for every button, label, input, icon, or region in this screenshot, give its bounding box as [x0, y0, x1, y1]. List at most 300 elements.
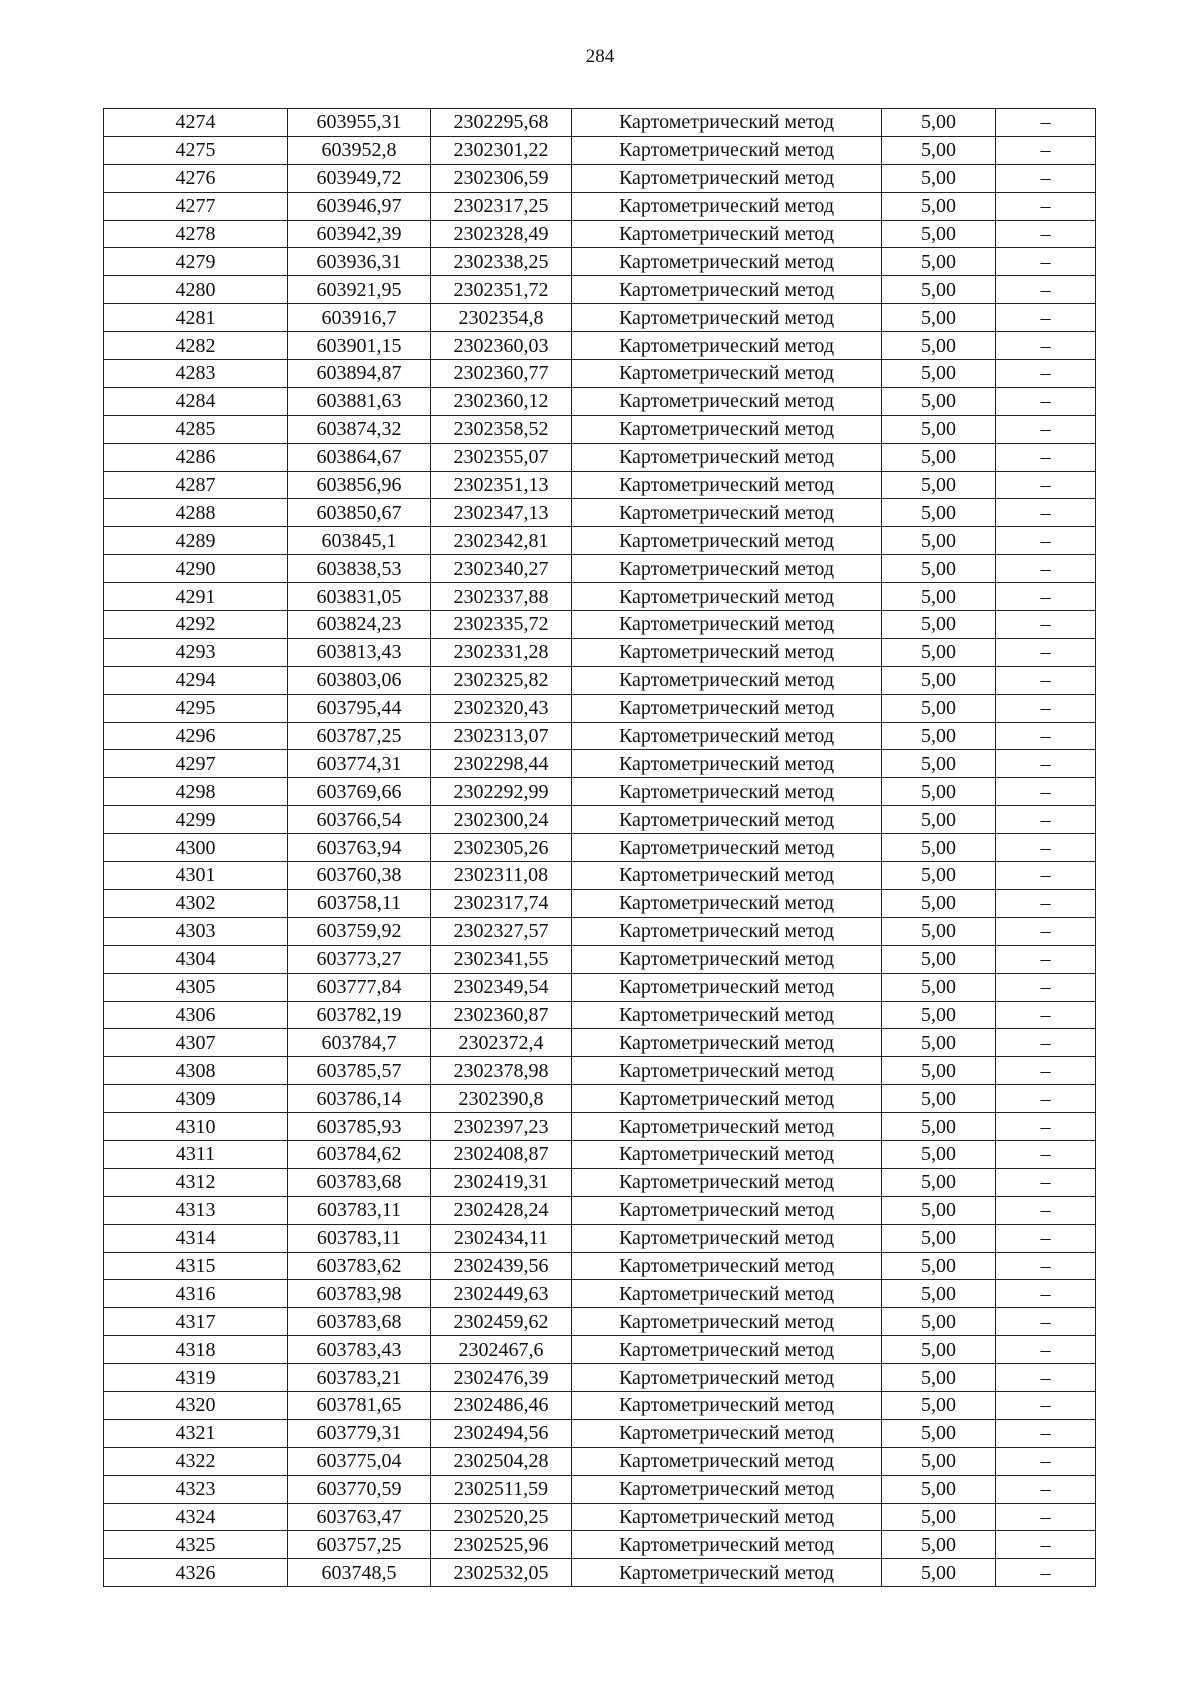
- point-number-cell: 4322: [104, 1447, 288, 1475]
- point-number-cell: 4293: [104, 638, 288, 666]
- method-cell: Картометрический метод: [572, 1503, 882, 1531]
- note-cell: –: [996, 332, 1096, 360]
- y-coordinate-cell: 2302317,74: [431, 889, 572, 917]
- y-coordinate-cell: 2302327,57: [431, 917, 572, 945]
- method-cell: Картометрический метод: [572, 806, 882, 834]
- table-row: [104, 1447, 1096, 1475]
- x-coordinate-cell: 603783,11: [288, 1224, 431, 1252]
- y-coordinate-cell: 2302320,43: [431, 694, 572, 722]
- x-coordinate-cell: 603757,25: [288, 1531, 431, 1559]
- table-row: [104, 889, 1096, 917]
- y-coordinate-cell: 2302351,72: [431, 276, 572, 304]
- table-row: [104, 387, 1096, 415]
- x-coordinate-cell: 603916,7: [288, 304, 431, 332]
- table-row: [104, 1140, 1096, 1168]
- note-cell: –: [996, 360, 1096, 388]
- x-coordinate-cell: 603795,44: [288, 694, 431, 722]
- x-coordinate-cell: 603770,59: [288, 1475, 431, 1503]
- point-number-cell: 4296: [104, 722, 288, 750]
- point-number-cell: 4299: [104, 806, 288, 834]
- point-number-cell: 4274: [104, 109, 288, 137]
- x-coordinate-cell: 603783,43: [288, 1336, 431, 1364]
- page-number: 284: [585, 46, 615, 67]
- x-coordinate-cell: 603955,31: [288, 109, 431, 137]
- table-row: [104, 1475, 1096, 1503]
- note-cell: –: [996, 694, 1096, 722]
- coordinates-table-body: [104, 109, 1096, 1587]
- error-cell: 5,00: [882, 750, 996, 778]
- method-cell: Картометрический метод: [572, 638, 882, 666]
- point-number-cell: 4312: [104, 1168, 288, 1196]
- y-coordinate-cell: 2302300,24: [431, 806, 572, 834]
- y-coordinate-cell: 2302295,68: [431, 109, 572, 137]
- error-cell: 5,00: [882, 973, 996, 1001]
- x-coordinate-cell: 603773,27: [288, 945, 431, 973]
- note-cell: –: [996, 499, 1096, 527]
- x-coordinate-cell: 603777,84: [288, 973, 431, 1001]
- error-cell: 5,00: [882, 862, 996, 890]
- error-cell: 5,00: [882, 304, 996, 332]
- error-cell: 5,00: [882, 1419, 996, 1447]
- x-coordinate-cell: 603894,87: [288, 360, 431, 388]
- error-cell: 5,00: [882, 1029, 996, 1057]
- table-row: [104, 638, 1096, 666]
- point-number-cell: 4290: [104, 555, 288, 583]
- x-coordinate-cell: 603760,38: [288, 862, 431, 890]
- method-cell: Картометрический метод: [572, 1168, 882, 1196]
- note-cell: –: [996, 1168, 1096, 1196]
- error-cell: 5,00: [882, 527, 996, 555]
- error-cell: 5,00: [882, 1252, 996, 1280]
- table-row: [104, 499, 1096, 527]
- point-number-cell: 4319: [104, 1364, 288, 1392]
- y-coordinate-cell: 2302372,4: [431, 1029, 572, 1057]
- method-cell: Картометрический метод: [572, 722, 882, 750]
- table-row: [104, 332, 1096, 360]
- method-cell: Картометрический метод: [572, 1029, 882, 1057]
- y-coordinate-cell: 2302408,87: [431, 1140, 572, 1168]
- point-number-cell: 4288: [104, 499, 288, 527]
- method-cell: Картометрический метод: [572, 1475, 882, 1503]
- x-coordinate-cell: 603783,68: [288, 1308, 431, 1336]
- error-cell: 5,00: [882, 1280, 996, 1308]
- x-coordinate-cell: 603758,11: [288, 889, 431, 917]
- table-row: [104, 1224, 1096, 1252]
- table-row: [104, 192, 1096, 220]
- y-coordinate-cell: 2302360,87: [431, 1001, 572, 1029]
- y-coordinate-cell: 2302360,03: [431, 332, 572, 360]
- error-cell: 5,00: [882, 611, 996, 639]
- point-number-cell: 4294: [104, 666, 288, 694]
- point-number-cell: 4321: [104, 1419, 288, 1447]
- table-row: [104, 1364, 1096, 1392]
- error-cell: 5,00: [882, 555, 996, 583]
- x-coordinate-cell: 603831,05: [288, 583, 431, 611]
- note-cell: –: [996, 1001, 1096, 1029]
- note-cell: –: [996, 834, 1096, 862]
- y-coordinate-cell: 2302494,56: [431, 1419, 572, 1447]
- note-cell: –: [996, 945, 1096, 973]
- x-coordinate-cell: 603881,63: [288, 387, 431, 415]
- method-cell: Картометрический метод: [572, 1280, 882, 1308]
- y-coordinate-cell: 2302305,26: [431, 834, 572, 862]
- x-coordinate-cell: 603921,95: [288, 276, 431, 304]
- y-coordinate-cell: 2302360,12: [431, 387, 572, 415]
- table-row: [104, 806, 1096, 834]
- note-cell: –: [996, 248, 1096, 276]
- note-cell: –: [996, 889, 1096, 917]
- table-row: [104, 1168, 1096, 1196]
- method-cell: Картометрический метод: [572, 1252, 882, 1280]
- point-number-cell: 4313: [104, 1196, 288, 1224]
- y-coordinate-cell: 2302342,81: [431, 527, 572, 555]
- table-row: [104, 862, 1096, 890]
- table-row: [104, 1029, 1096, 1057]
- x-coordinate-cell: 603782,19: [288, 1001, 431, 1029]
- y-coordinate-cell: 2302439,56: [431, 1252, 572, 1280]
- method-cell: Картометрический метод: [572, 611, 882, 639]
- note-cell: –: [996, 1113, 1096, 1141]
- x-coordinate-cell: 603838,53: [288, 555, 431, 583]
- y-coordinate-cell: 2302378,98: [431, 1057, 572, 1085]
- x-coordinate-cell: 603769,66: [288, 778, 431, 806]
- table-row: [104, 666, 1096, 694]
- note-cell: –: [996, 806, 1096, 834]
- method-cell: Картометрический метод: [572, 1113, 882, 1141]
- method-cell: Картометрический метод: [572, 945, 882, 973]
- note-cell: –: [996, 1336, 1096, 1364]
- table-row: [104, 1113, 1096, 1141]
- x-coordinate-cell: 603784,62: [288, 1140, 431, 1168]
- table-row: [104, 583, 1096, 611]
- coordinates-table: [103, 108, 1096, 1587]
- point-number-cell: 4302: [104, 889, 288, 917]
- note-cell: –: [996, 164, 1096, 192]
- point-number-cell: 4291: [104, 583, 288, 611]
- note-cell: –: [996, 583, 1096, 611]
- method-cell: Картометрический метод: [572, 1308, 882, 1336]
- table-row: [104, 750, 1096, 778]
- error-cell: 5,00: [882, 778, 996, 806]
- y-coordinate-cell: 2302351,13: [431, 471, 572, 499]
- note-cell: –: [996, 973, 1096, 1001]
- point-number-cell: 4289: [104, 527, 288, 555]
- error-cell: 5,00: [882, 666, 996, 694]
- error-cell: 5,00: [882, 1336, 996, 1364]
- y-coordinate-cell: 2302338,25: [431, 248, 572, 276]
- method-cell: Картометрический метод: [572, 164, 882, 192]
- table-row: [104, 1001, 1096, 1029]
- point-number-cell: 4323: [104, 1475, 288, 1503]
- note-cell: –: [996, 192, 1096, 220]
- x-coordinate-cell: 603783,98: [288, 1280, 431, 1308]
- error-cell: 5,00: [882, 1559, 996, 1587]
- y-coordinate-cell: 2302340,27: [431, 555, 572, 583]
- method-cell: Картометрический метод: [572, 1419, 882, 1447]
- y-coordinate-cell: 2302449,63: [431, 1280, 572, 1308]
- point-number-cell: 4280: [104, 276, 288, 304]
- x-coordinate-cell: 603946,97: [288, 192, 431, 220]
- error-cell: 5,00: [882, 889, 996, 917]
- error-cell: 5,00: [882, 360, 996, 388]
- note-cell: –: [996, 1252, 1096, 1280]
- table-row: [104, 304, 1096, 332]
- method-cell: Картометрический метод: [572, 555, 882, 583]
- method-cell: Картометрический метод: [572, 973, 882, 1001]
- y-coordinate-cell: 2302298,44: [431, 750, 572, 778]
- point-number-cell: 4317: [104, 1308, 288, 1336]
- x-coordinate-cell: 603813,43: [288, 638, 431, 666]
- error-cell: 5,00: [882, 136, 996, 164]
- table-row: [104, 527, 1096, 555]
- table-row: [104, 415, 1096, 443]
- y-coordinate-cell: 2302486,46: [431, 1391, 572, 1419]
- point-number-cell: 4310: [104, 1113, 288, 1141]
- method-cell: Картометрический метод: [572, 1447, 882, 1475]
- point-number-cell: 4295: [104, 694, 288, 722]
- x-coordinate-cell: 603785,93: [288, 1113, 431, 1141]
- x-coordinate-cell: 603785,57: [288, 1057, 431, 1085]
- note-cell: –: [996, 415, 1096, 443]
- method-cell: Картометрический метод: [572, 862, 882, 890]
- note-cell: –: [996, 220, 1096, 248]
- table-row: [104, 778, 1096, 806]
- point-number-cell: 4308: [104, 1057, 288, 1085]
- y-coordinate-cell: 2302360,77: [431, 360, 572, 388]
- error-cell: 5,00: [882, 1447, 996, 1475]
- note-cell: –: [996, 722, 1096, 750]
- y-coordinate-cell: 2302419,31: [431, 1168, 572, 1196]
- note-cell: –: [996, 109, 1096, 137]
- note-cell: –: [996, 611, 1096, 639]
- error-cell: 5,00: [882, 109, 996, 137]
- method-cell: Картометрический метод: [572, 1364, 882, 1392]
- method-cell: Картометрический метод: [572, 694, 882, 722]
- point-number-cell: 4316: [104, 1280, 288, 1308]
- error-cell: 5,00: [882, 1364, 996, 1392]
- table-row: [104, 1252, 1096, 1280]
- point-number-cell: 4325: [104, 1531, 288, 1559]
- table-row: [104, 834, 1096, 862]
- x-coordinate-cell: 603784,7: [288, 1029, 431, 1057]
- table-row: [104, 973, 1096, 1001]
- table-row: [104, 722, 1096, 750]
- point-number-cell: 4301: [104, 862, 288, 890]
- x-coordinate-cell: 603936,31: [288, 248, 431, 276]
- y-coordinate-cell: 2302397,23: [431, 1113, 572, 1141]
- y-coordinate-cell: 2302467,6: [431, 1336, 572, 1364]
- method-cell: Картометрический метод: [572, 248, 882, 276]
- error-cell: 5,00: [882, 332, 996, 360]
- y-coordinate-cell: 2302335,72: [431, 611, 572, 639]
- note-cell: –: [996, 666, 1096, 694]
- point-number-cell: 4311: [104, 1140, 288, 1168]
- method-cell: Картометрический метод: [572, 471, 882, 499]
- point-number-cell: 4315: [104, 1252, 288, 1280]
- y-coordinate-cell: 2302428,24: [431, 1196, 572, 1224]
- y-coordinate-cell: 2302311,08: [431, 862, 572, 890]
- method-cell: Картометрический метод: [572, 1140, 882, 1168]
- method-cell: Картометрический метод: [572, 443, 882, 471]
- method-cell: Картометрический метод: [572, 109, 882, 137]
- x-coordinate-cell: 603775,04: [288, 1447, 431, 1475]
- x-coordinate-cell: 603845,1: [288, 527, 431, 555]
- y-coordinate-cell: 2302358,52: [431, 415, 572, 443]
- table-row: [104, 1057, 1096, 1085]
- table-row: [104, 443, 1096, 471]
- error-cell: 5,00: [882, 1085, 996, 1113]
- note-cell: –: [996, 1391, 1096, 1419]
- point-number-cell: 4279: [104, 248, 288, 276]
- error-cell: 5,00: [882, 164, 996, 192]
- x-coordinate-cell: 603763,47: [288, 1503, 431, 1531]
- error-cell: 5,00: [882, 694, 996, 722]
- error-cell: 5,00: [882, 917, 996, 945]
- method-cell: Картометрический метод: [572, 304, 882, 332]
- note-cell: –: [996, 1364, 1096, 1392]
- error-cell: 5,00: [882, 1196, 996, 1224]
- point-number-cell: 4300: [104, 834, 288, 862]
- x-coordinate-cell: 603783,68: [288, 1168, 431, 1196]
- error-cell: 5,00: [882, 1475, 996, 1503]
- method-cell: Картометрический метод: [572, 1001, 882, 1029]
- note-cell: –: [996, 750, 1096, 778]
- error-cell: 5,00: [882, 638, 996, 666]
- method-cell: Картометрический метод: [572, 1391, 882, 1419]
- x-coordinate-cell: 603759,92: [288, 917, 431, 945]
- error-cell: 5,00: [882, 806, 996, 834]
- table-row: [104, 164, 1096, 192]
- y-coordinate-cell: 2302337,88: [431, 583, 572, 611]
- point-number-cell: 4281: [104, 304, 288, 332]
- method-cell: Картометрический метод: [572, 360, 882, 388]
- x-coordinate-cell: 603856,96: [288, 471, 431, 499]
- error-cell: 5,00: [882, 499, 996, 527]
- y-coordinate-cell: 2302532,05: [431, 1559, 572, 1587]
- x-coordinate-cell: 603779,31: [288, 1419, 431, 1447]
- point-number-cell: 4303: [104, 917, 288, 945]
- method-cell: Картометрический метод: [572, 917, 882, 945]
- method-cell: Картометрический метод: [572, 583, 882, 611]
- note-cell: –: [996, 527, 1096, 555]
- error-cell: 5,00: [882, 1531, 996, 1559]
- note-cell: –: [996, 555, 1096, 583]
- point-number-cell: 4304: [104, 945, 288, 973]
- point-number-cell: 4326: [104, 1559, 288, 1587]
- error-cell: 5,00: [882, 1113, 996, 1141]
- method-cell: Картометрический метод: [572, 1057, 882, 1085]
- error-cell: 5,00: [882, 220, 996, 248]
- method-cell: Картометрический метод: [572, 136, 882, 164]
- x-coordinate-cell: 603783,21: [288, 1364, 431, 1392]
- error-cell: 5,00: [882, 1057, 996, 1085]
- y-coordinate-cell: 2302306,59: [431, 164, 572, 192]
- table-row: [104, 471, 1096, 499]
- x-coordinate-cell: 603942,39: [288, 220, 431, 248]
- y-coordinate-cell: 2302476,39: [431, 1364, 572, 1392]
- method-cell: Картометрический метод: [572, 889, 882, 917]
- note-cell: –: [996, 778, 1096, 806]
- table-row: [104, 611, 1096, 639]
- table-row: [104, 555, 1096, 583]
- note-cell: –: [996, 1503, 1096, 1531]
- point-number-cell: 4277: [104, 192, 288, 220]
- y-coordinate-cell: 2302325,82: [431, 666, 572, 694]
- error-cell: 5,00: [882, 1224, 996, 1252]
- table-row: [104, 248, 1096, 276]
- error-cell: 5,00: [882, 945, 996, 973]
- x-coordinate-cell: 603874,32: [288, 415, 431, 443]
- error-cell: 5,00: [882, 387, 996, 415]
- note-cell: –: [996, 1029, 1096, 1057]
- method-cell: Картометрический метод: [572, 1531, 882, 1559]
- method-cell: Картометрический метод: [572, 332, 882, 360]
- y-coordinate-cell: 2302313,07: [431, 722, 572, 750]
- x-coordinate-cell: 603850,67: [288, 499, 431, 527]
- method-cell: Картометрический метод: [572, 1196, 882, 1224]
- error-cell: 5,00: [882, 276, 996, 304]
- table-row: [104, 694, 1096, 722]
- point-number-cell: 4309: [104, 1085, 288, 1113]
- point-number-cell: 4283: [104, 360, 288, 388]
- note-cell: –: [996, 1280, 1096, 1308]
- error-cell: 5,00: [882, 1140, 996, 1168]
- y-coordinate-cell: 2302434,11: [431, 1224, 572, 1252]
- y-coordinate-cell: 2302520,25: [431, 1503, 572, 1531]
- point-number-cell: 4275: [104, 136, 288, 164]
- x-coordinate-cell: 603786,14: [288, 1085, 431, 1113]
- x-coordinate-cell: 603824,23: [288, 611, 431, 639]
- y-coordinate-cell: 2302390,8: [431, 1085, 572, 1113]
- error-cell: 5,00: [882, 248, 996, 276]
- table-row: [104, 220, 1096, 248]
- note-cell: –: [996, 1308, 1096, 1336]
- x-coordinate-cell: 603952,8: [288, 136, 431, 164]
- x-coordinate-cell: 603864,67: [288, 443, 431, 471]
- note-cell: –: [996, 862, 1096, 890]
- table-row: [104, 1308, 1096, 1336]
- point-number-cell: 4286: [104, 443, 288, 471]
- method-cell: Картометрический метод: [572, 527, 882, 555]
- method-cell: Картометрический метод: [572, 415, 882, 443]
- x-coordinate-cell: 603803,06: [288, 666, 431, 694]
- x-coordinate-cell: 603781,65: [288, 1391, 431, 1419]
- table-row: [104, 917, 1096, 945]
- note-cell: –: [996, 1419, 1096, 1447]
- point-number-cell: 4297: [104, 750, 288, 778]
- x-coordinate-cell: 603787,25: [288, 722, 431, 750]
- y-coordinate-cell: 2302349,54: [431, 973, 572, 1001]
- note-cell: –: [996, 387, 1096, 415]
- error-cell: 5,00: [882, 443, 996, 471]
- table-row: [104, 1280, 1096, 1308]
- table-row: [104, 1531, 1096, 1559]
- error-cell: 5,00: [882, 1391, 996, 1419]
- y-coordinate-cell: 2302355,07: [431, 443, 572, 471]
- point-number-cell: 4285: [104, 415, 288, 443]
- method-cell: Картометрический метод: [572, 1336, 882, 1364]
- note-cell: –: [996, 1085, 1096, 1113]
- point-number-cell: 4287: [104, 471, 288, 499]
- point-number-cell: 4305: [104, 973, 288, 1001]
- method-cell: Картометрический метод: [572, 387, 882, 415]
- note-cell: –: [996, 638, 1096, 666]
- y-coordinate-cell: 2302317,25: [431, 192, 572, 220]
- point-number-cell: 4282: [104, 332, 288, 360]
- table-row: [104, 1503, 1096, 1531]
- point-number-cell: 4324: [104, 1503, 288, 1531]
- x-coordinate-cell: 603949,72: [288, 164, 431, 192]
